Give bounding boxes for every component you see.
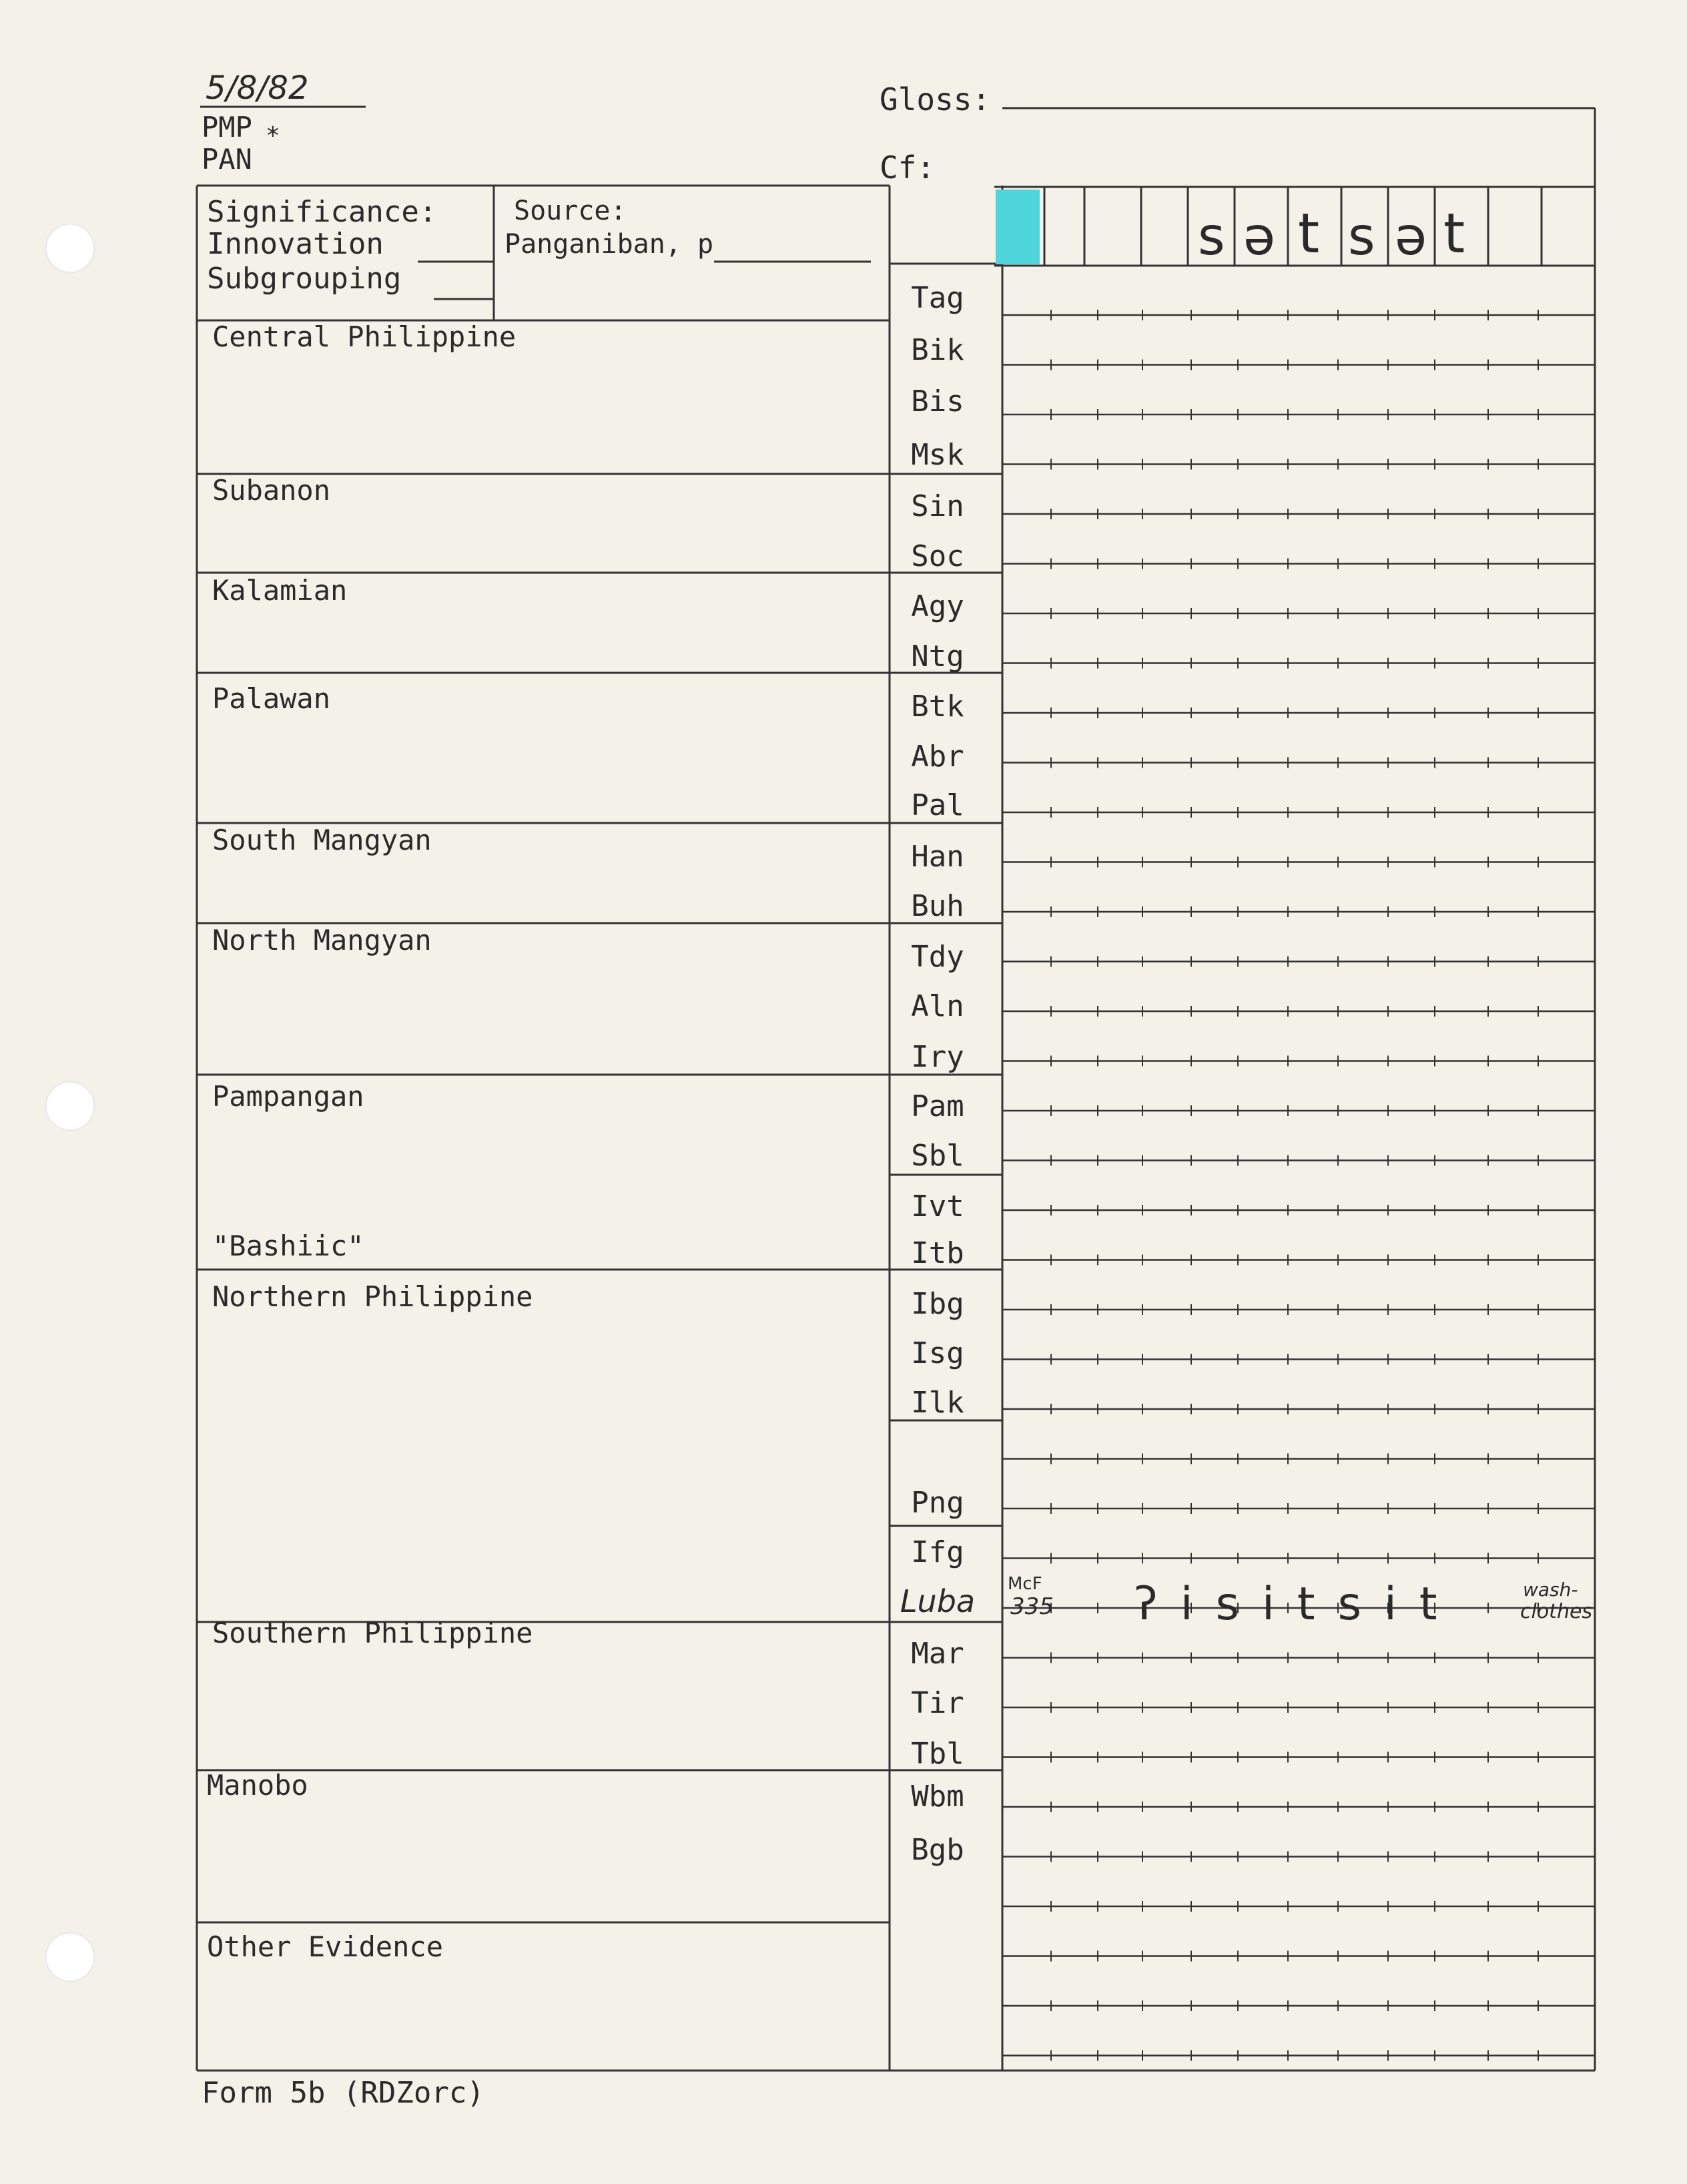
group-north-mangyan: North Mangyan <box>212 924 432 957</box>
lang-sbl: Sbl <box>911 1139 964 1173</box>
lang-ntg: Ntg <box>911 639 964 673</box>
group-pampangan: Pampangan <box>212 1080 364 1113</box>
lang-agy: Agy <box>911 589 964 623</box>
group-other-evidence: Other Evidence <box>207 1930 444 1963</box>
lang-msk: Msk <box>911 438 964 472</box>
innovation-field[interactable] <box>418 230 491 259</box>
lang-wbm: Wbm <box>911 1780 964 1814</box>
date: 5/8/82 <box>206 69 309 107</box>
source-label: Source: <box>514 196 627 226</box>
reconstruction-cell-5: ə <box>1395 207 1427 267</box>
luba-ref-bottom: 335 <box>1010 1593 1054 1620</box>
luba-gloss-bottom: clothes <box>1520 1600 1593 1623</box>
lang-sin: Sin <box>911 489 964 523</box>
lang-bis: Bis <box>911 384 964 419</box>
lang-itb: Itb <box>911 1236 964 1270</box>
subgrouping-field[interactable] <box>434 264 491 294</box>
group-bashiic: "Bashiic" <box>212 1230 364 1262</box>
lang-luba: Luba <box>900 1583 976 1619</box>
lang-isg: Isg <box>911 1336 964 1370</box>
reconstruction-cell-1: s <box>1198 207 1225 267</box>
gloss-label: Gloss: <box>880 81 991 117</box>
subgrouping-label: Subgrouping <box>207 262 402 296</box>
reconstruction-cell-3: t <box>1298 202 1320 266</box>
lang-pal: Pal <box>911 788 964 822</box>
group-kalamian: Kalamian <box>212 574 348 607</box>
gloss-field[interactable] <box>1008 84 1582 111</box>
lang-pam: Pam <box>911 1089 964 1123</box>
lang-bgb: Bgb <box>911 1833 964 1867</box>
source-page-field[interactable] <box>715 231 869 259</box>
lang-ivt: Ivt <box>911 1189 964 1223</box>
asterisk: * <box>266 122 280 150</box>
reconstruction-cell-6: t <box>1443 202 1465 266</box>
lang-ilk: Ilk <box>911 1386 964 1420</box>
pan-label: PAN <box>202 143 252 176</box>
lang-han: Han <box>911 840 964 874</box>
group-subanon: Subanon <box>212 474 331 507</box>
form-label: Form 5b (RDZorc) <box>202 2076 484 2110</box>
reconstruction-highlight-cell <box>996 190 1040 264</box>
luba-ref-top: McF <box>1008 1574 1042 1594</box>
source-value: Panganiban, p <box>504 229 714 260</box>
innovation-label: Innovation <box>207 227 384 261</box>
cf-label: Cf: <box>880 150 936 186</box>
group-northern-philippine: Northern Philippine <box>212 1280 533 1313</box>
lang-buh: Buh <box>911 889 964 923</box>
reconstruction-cell-4: s <box>1348 207 1375 267</box>
lang-btk: Btk <box>911 690 964 724</box>
lang-png: Png <box>911 1486 964 1520</box>
lang-soc: Soc <box>911 539 964 573</box>
cf-field[interactable] <box>948 152 988 179</box>
lang-mar: Mar <box>911 1637 964 1671</box>
group-manobo: Manobo <box>207 1769 308 1802</box>
lang-abr: Abr <box>911 740 964 774</box>
lang-tbl: Tbl <box>911 1737 964 1771</box>
group-southern-philippine: Southern Philippine <box>212 1617 533 1649</box>
lang-iry: Iry <box>911 1040 964 1074</box>
lang-tag: Tag <box>911 281 964 315</box>
lang-ibg: Ibg <box>911 1287 964 1321</box>
pmp-label: PMP <box>202 111 252 144</box>
group-south-mangyan: South Mangyan <box>212 824 432 856</box>
reconstruction-cell-2: ə <box>1243 207 1275 267</box>
lang-tdy: Tdy <box>911 940 964 974</box>
group-central-philippine: Central Philippine <box>212 320 517 353</box>
significance-label: Significance: <box>207 195 437 229</box>
luba-gloss-top: wash- <box>1523 1579 1578 1601</box>
lang-aln: Aln <box>911 989 964 1023</box>
group-palawan: Palawan <box>212 682 331 715</box>
luba-form: ʔisitsit <box>1134 1578 1460 1631</box>
lang-tir: Tir <box>911 1686 964 1720</box>
lang-ifg: Ifg <box>911 1535 964 1569</box>
lang-bik: Bik <box>911 333 964 367</box>
